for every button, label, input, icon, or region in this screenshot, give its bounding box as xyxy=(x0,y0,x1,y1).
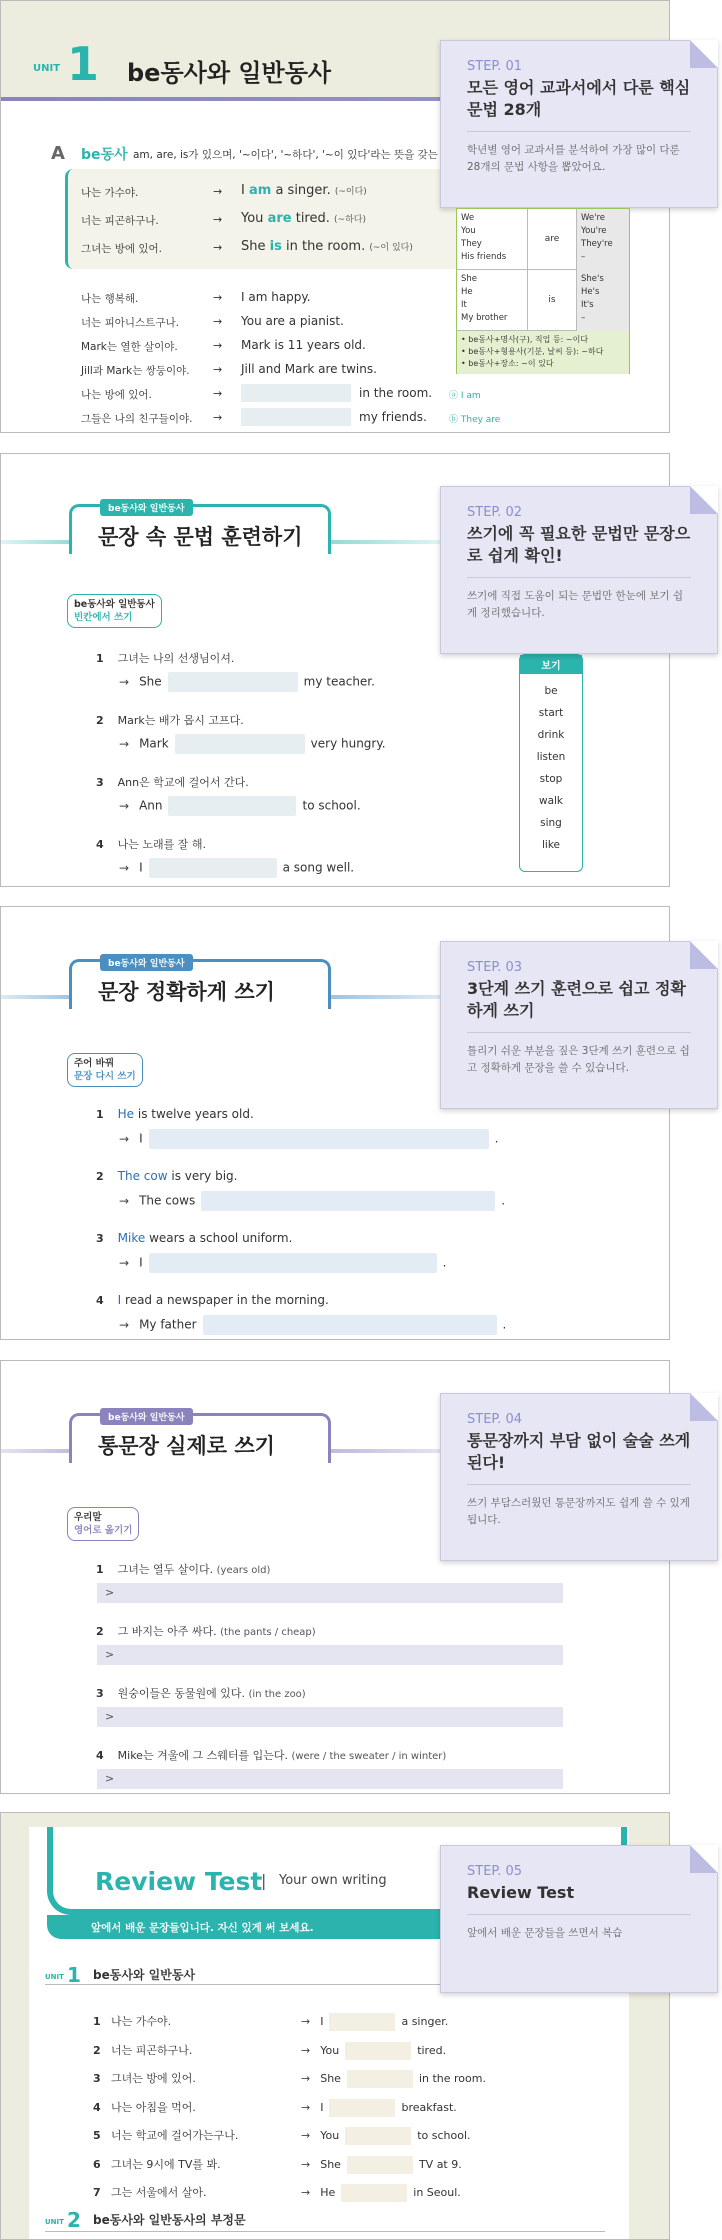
question-number: 2 xyxy=(96,714,104,727)
question-number: 4 xyxy=(93,2100,101,2114)
example-korean: 나는 가수야. xyxy=(81,187,139,199)
section-title: 문장 속 문법 훈련하기 xyxy=(98,525,303,549)
grammar-notes xyxy=(457,331,629,374)
answer-blank[interactable] xyxy=(241,384,351,402)
prompt-icon: > xyxy=(105,1586,115,1599)
prompt-icon: > xyxy=(105,1648,115,1661)
step-desc: 쓰기 부담스러웠던 통문장까지도 쉽게 쓸 수 있게 됩니다. xyxy=(467,1497,690,1526)
grammar-table xyxy=(456,208,630,374)
answer-suffix: very hungry. xyxy=(310,736,386,751)
review-row xyxy=(93,2013,448,2031)
word-option: drink xyxy=(537,729,565,741)
question-number: 1 xyxy=(93,2015,101,2028)
highlighted-subject: Mike xyxy=(117,1231,146,1245)
exercise-korean: 그들은 나의 친구들이야. xyxy=(81,413,193,425)
answer-blank[interactable] xyxy=(345,2042,411,2060)
arrow-icon: → xyxy=(301,2129,311,2142)
answer-prefix: The cows xyxy=(139,1193,196,1208)
section-title: 문장 정확하게 쓰기 xyxy=(98,980,275,1004)
step-title: 3단계 쓰기 훈련으로 쉽고 정확하게 쓰기 xyxy=(467,979,686,1020)
answer-blank[interactable] xyxy=(149,858,277,878)
step-title: 통문장까지 부담 없이 술술 쓰게 된다! xyxy=(467,1431,691,1472)
answer-blank[interactable] xyxy=(168,672,298,692)
question-korean: 그녀는 나의 선생님이셔. xyxy=(117,652,235,665)
answer-prefix: She xyxy=(320,2072,341,2085)
word-option: like xyxy=(541,839,560,851)
question-korean: Mike는 겨울에 그 스웨터를 입는다. xyxy=(117,1749,288,1762)
grammar-table-row: She He It My brother is She's He's It's – xyxy=(457,270,629,331)
question-number: 3 xyxy=(96,776,104,789)
question-rest: wears a school uniform. xyxy=(145,1231,293,1245)
question-number: 3 xyxy=(96,1687,104,1700)
word-option: walk xyxy=(538,795,564,807)
unit1-heading: UNIT 1 be동사와 일반동사 xyxy=(45,1963,605,1985)
answer-prefix: Mark xyxy=(139,736,169,751)
answer-prefix: My father xyxy=(139,1317,197,1332)
review-row xyxy=(93,2070,486,2088)
arrow-icon: → xyxy=(213,185,223,198)
answer-blank[interactable] xyxy=(203,1315,497,1335)
section-tag: be동사와 일반동사 xyxy=(100,1408,193,1425)
question-rest: is twelve years old. xyxy=(134,1107,254,1121)
answer-input[interactable] xyxy=(97,1645,563,1665)
step-card-05 xyxy=(440,1845,718,1993)
answer-prefix: He xyxy=(320,2186,336,2199)
highlighted-subject: I xyxy=(117,1293,122,1307)
section-tag: be동사와 일반동사 xyxy=(100,954,193,971)
word-option: be xyxy=(544,685,558,697)
answer-suffix: to school. xyxy=(417,2129,471,2142)
arrow-icon: → xyxy=(213,339,223,352)
answer-prefix: Ann xyxy=(139,798,163,813)
answer-line xyxy=(119,1129,498,1149)
answer-suffix: my teacher. xyxy=(303,674,375,689)
question-number: 4 xyxy=(96,1749,104,1762)
question-korean: 그는 서울에서 살아. xyxy=(111,2186,207,2199)
unit-title: be동사와 일반동사 xyxy=(127,59,332,87)
highlighted-subject: He xyxy=(117,1107,135,1121)
answer-blank[interactable] xyxy=(329,2099,395,2117)
arrow-icon: → xyxy=(119,736,130,751)
arrow-icon: → xyxy=(119,674,130,689)
question-rest: is very big. xyxy=(167,1169,238,1183)
question-korean: 너는 학교에 걸어가는구나. xyxy=(111,2129,239,2142)
arrow-icon: → xyxy=(213,241,223,254)
exercise-korean: Mark는 열한 살이야. xyxy=(81,341,178,353)
review-subtitle: Your own writing xyxy=(279,1873,387,1888)
step-desc: 앞에서 배운 문장들을 쓰면서 복습 xyxy=(467,1927,623,1939)
arrow-icon: → xyxy=(119,1255,130,1270)
question-korean: 나는 노래를 잘 해. xyxy=(117,838,207,851)
answer-line xyxy=(119,1253,446,1273)
answer-line xyxy=(119,1191,505,1211)
answer-suffix: a song well. xyxy=(282,860,355,875)
step-desc: 학년별 영어 교과서를 분석하여 가장 많이 다룬 28개의 문법 사항을 뽑았어요. xyxy=(467,144,680,173)
grammar-note: • be동사+장소: ~이 있다 xyxy=(461,359,554,368)
question-number: 4 xyxy=(96,1294,104,1307)
review-row xyxy=(93,2042,446,2060)
question-hint: (the pants / cheap) xyxy=(220,1627,316,1638)
answer-blank[interactable] xyxy=(329,2013,395,2031)
answer-prefix: I xyxy=(139,1255,143,1270)
answer-input[interactable] xyxy=(97,1707,563,1727)
answer-blank[interactable] xyxy=(241,408,351,426)
step-desc: 틀리기 쉬운 부분을 짚은 3단계 쓰기 훈련으로 쉽고 정확하게 문장을 쓸 수 있습니다. xyxy=(467,1045,690,1074)
question xyxy=(96,650,234,666)
arrow-icon: → xyxy=(213,315,223,328)
step-label: STEP. 05 xyxy=(467,1864,523,1879)
section-banner xyxy=(69,1413,331,1463)
exercise-english: You are a pianist. xyxy=(241,314,344,328)
section-letter: A xyxy=(51,143,65,164)
step-label: STEP. 04 xyxy=(467,1412,523,1427)
answer-suffix: to school. xyxy=(302,798,361,813)
answer-suffix: in Seoul. xyxy=(413,2186,461,2199)
word-box xyxy=(519,654,583,872)
question xyxy=(96,1169,237,1183)
arrow-icon: → xyxy=(301,2072,311,2085)
arrow-icon: → xyxy=(213,213,223,226)
question xyxy=(96,1623,316,1639)
arrow-icon: → xyxy=(301,2100,311,2114)
grammar-note: • be동사+형용사(기분, 날씨 등): ~하다 xyxy=(461,347,604,356)
answer-suffix: in the room. xyxy=(418,2072,486,2085)
answer-prefix: She xyxy=(139,674,162,689)
answer-prefix: I xyxy=(139,1131,143,1146)
section-tag: be동사와 일반동사 xyxy=(100,499,193,516)
step-label: STEP. 02 xyxy=(467,505,523,520)
answer-period: . xyxy=(502,1317,507,1332)
highlighted-subject: The cow xyxy=(117,1169,168,1183)
review-title: Review Test xyxy=(95,1867,263,1896)
question-number: 4 xyxy=(96,838,104,851)
question-hint: (were / the sweater / in winter) xyxy=(291,1751,447,1762)
answer-period: . xyxy=(442,1255,447,1270)
answer-prefix: I xyxy=(320,2015,324,2028)
section-banner xyxy=(69,959,331,1009)
example-english: I am a singer. (~이다) xyxy=(241,183,367,198)
review-banner: 앞에서 배운 문장들입니다. 자신 있게 써 보세요. xyxy=(47,1915,627,1939)
instruction-callout: be동사와 일반동사 빈칸에서 쓰기 xyxy=(67,594,162,628)
arrow-icon: → xyxy=(301,2157,311,2171)
unit2-heading: UNIT 2 be동사와 일반동사의 부정문 xyxy=(45,2208,605,2232)
answer-prefix: You xyxy=(320,2129,340,2142)
step-card-01 xyxy=(440,40,718,208)
question-korean: 그 바지는 아주 싸다. xyxy=(117,1625,217,1638)
answer-blank[interactable] xyxy=(175,734,305,754)
question-korean: 원숭이들은 동물원에 있다. xyxy=(117,1687,246,1700)
review-row xyxy=(93,2127,471,2145)
question-korean: 그녀는 9시에 TV를 봐. xyxy=(111,2157,221,2171)
answer-input[interactable] xyxy=(97,1583,563,1603)
exercise-english: Jill and Mark are twins. xyxy=(241,362,377,376)
exercise-english: in the room. xyxy=(359,386,433,400)
unit-label: UNIT xyxy=(33,63,61,74)
exercise-korean: 나는 방에 있어. xyxy=(81,389,152,401)
answer-blank[interactable] xyxy=(347,2070,413,2088)
instruction-callout: 주어 바꿔 문장 다시 쓰기 xyxy=(67,1053,143,1087)
question-number: 3 xyxy=(93,2072,101,2085)
question xyxy=(96,1561,270,1577)
answer-prefix: I xyxy=(320,2100,324,2114)
question xyxy=(96,1293,329,1307)
word-option: stop xyxy=(539,773,563,785)
word-option: listen xyxy=(536,751,566,763)
arrow-icon: → xyxy=(119,1131,130,1146)
arrow-icon: → xyxy=(213,363,223,376)
exercise-english: I am happy. xyxy=(241,290,311,304)
question-hint: (years old) xyxy=(216,1565,271,1576)
exercise-english: my friends. xyxy=(359,410,427,424)
question xyxy=(96,1747,446,1763)
arrow-icon: → xyxy=(213,291,223,304)
question-number: 6 xyxy=(93,2157,101,2171)
answer-hint: ⓐ I am xyxy=(449,391,481,401)
step-desc: 쓰기에 직접 도움이 되는 문법만 한눈에 보기 쉽게 정리했습니다. xyxy=(467,590,684,619)
arrow-icon: → xyxy=(119,1317,130,1332)
question-korean: Ann은 학교에 걸어서 간다. xyxy=(117,776,249,789)
arrow-icon: → xyxy=(119,1193,130,1208)
step-title: 모든 영어 교과서에서 다룬 핵심 문법 28개 xyxy=(467,78,691,119)
answer-line xyxy=(119,672,375,692)
question-number: 1 xyxy=(96,1563,104,1576)
question-number: 5 xyxy=(93,2129,101,2142)
answer-prefix: I xyxy=(139,860,143,875)
word-option: start xyxy=(538,707,564,719)
question-rest: read a newspaper in the morning. xyxy=(121,1293,329,1307)
question-number: 3 xyxy=(96,1232,104,1245)
exercise-korean: Jill과 Mark는 쌍둥이야. xyxy=(81,365,190,377)
arrow-icon: → xyxy=(119,860,130,875)
question xyxy=(96,1107,254,1121)
answer-blank[interactable] xyxy=(347,2156,413,2174)
answer-period: . xyxy=(494,1131,499,1146)
prompt-icon: > xyxy=(105,1710,115,1723)
question xyxy=(96,1685,306,1701)
question xyxy=(96,712,244,728)
example-korean: 그녀는 방에 있어. xyxy=(81,243,163,255)
arrow-icon: → xyxy=(119,798,130,813)
answer-blank[interactable] xyxy=(201,1191,495,1211)
step-card-03 xyxy=(440,941,718,1109)
exercise-korean: 나는 행복해. xyxy=(81,293,139,305)
answer-line xyxy=(119,734,386,754)
step-title: Review Test xyxy=(467,1883,575,1902)
step-title: 쓰기에 꼭 필요한 문법만 문장으로 쉽게 확인! xyxy=(467,524,691,565)
question-korean: 나는 가수야. xyxy=(111,2015,172,2028)
step-card-02 xyxy=(440,486,718,654)
step-card-04 xyxy=(440,1393,718,1561)
word-box-title: 보기 xyxy=(520,655,582,674)
unit-number: 1 xyxy=(67,37,100,91)
question-number: 2 xyxy=(96,1170,104,1183)
answer-line xyxy=(119,1315,506,1335)
answer-blank[interactable] xyxy=(149,1253,437,1273)
example-english: You are tired. (~하다) xyxy=(241,211,366,226)
review-row xyxy=(93,2184,461,2202)
answer-suffix: tired. xyxy=(417,2043,447,2057)
answer-line xyxy=(119,796,361,816)
review-row xyxy=(93,2156,462,2174)
answer-suffix: TV at 9. xyxy=(418,2157,462,2171)
question-number: 7 xyxy=(93,2186,101,2199)
question xyxy=(96,836,206,852)
question-number: 1 xyxy=(96,652,104,665)
question-korean: 그녀는 방에 있어. xyxy=(111,2072,196,2085)
answer-suffix: breakfast. xyxy=(401,2100,457,2114)
answer-period: . xyxy=(501,1193,506,1208)
prompt-icon: > xyxy=(105,1772,115,1785)
question-number: 2 xyxy=(96,1625,104,1638)
grammar-table-row: We You They His friends are We're You're They're – xyxy=(457,209,629,270)
arrow-icon: → xyxy=(213,387,223,400)
question-korean: 나는 아침을 먹어. xyxy=(111,2100,196,2114)
question-number: 1 xyxy=(96,1108,104,1121)
answer-blank[interactable] xyxy=(345,2127,411,2145)
answer-line xyxy=(119,858,354,878)
section-banner xyxy=(69,504,331,554)
question xyxy=(96,1231,292,1245)
example-english: She is in the room. (~이 있다) xyxy=(241,239,413,254)
answer-blank[interactable] xyxy=(149,1129,489,1149)
section-desc: am, are, is가 있으며, '~이다', '~하다', '~이 있다'라는 뜻을 갖는 xyxy=(133,149,438,161)
step-label: STEP. 01 xyxy=(467,59,523,74)
section-title: 통문장 실제로 쓰기 xyxy=(98,1434,275,1458)
exercise-korean: 너는 피아니스트구나. xyxy=(81,317,179,329)
arrow-icon: → xyxy=(301,2015,311,2028)
answer-hint: ⓑ They are xyxy=(449,415,501,425)
arrow-icon: → xyxy=(301,2186,311,2199)
review-row xyxy=(93,2099,457,2117)
question-korean: Mark는 배가 몹시 고프다. xyxy=(117,714,244,727)
answer-prefix: You xyxy=(320,2043,340,2057)
question-korean: 너는 피곤하구나. xyxy=(111,2043,193,2057)
arrow-icon: → xyxy=(213,411,223,424)
section-name: be동사 xyxy=(81,147,128,163)
question-hint: (in the zoo) xyxy=(248,1689,306,1700)
question-number: 2 xyxy=(93,2043,101,2057)
answer-blank[interactable] xyxy=(168,796,296,816)
question-korean: 그녀는 열두 살이다. xyxy=(117,1563,214,1576)
answer-prefix: She xyxy=(320,2157,341,2171)
instruction-callout: 우리말 영어로 옮기기 xyxy=(67,1507,139,1541)
answer-blank[interactable] xyxy=(341,2184,407,2202)
answer-suffix: a singer. xyxy=(401,2015,449,2028)
step-label: STEP. 03 xyxy=(467,960,523,975)
exercise-english: Mark is 11 years old. xyxy=(241,338,366,352)
answer-input[interactable] xyxy=(97,1769,563,1789)
grammar-note: • be동사+명사(구), 직업 등: ~이다 xyxy=(461,335,589,344)
question xyxy=(96,774,249,790)
review-divider: | xyxy=(261,1871,267,1890)
arrow-icon: → xyxy=(301,2043,311,2057)
example-korean: 너는 피곤하구나. xyxy=(81,215,159,227)
word-option: sing xyxy=(540,817,562,829)
